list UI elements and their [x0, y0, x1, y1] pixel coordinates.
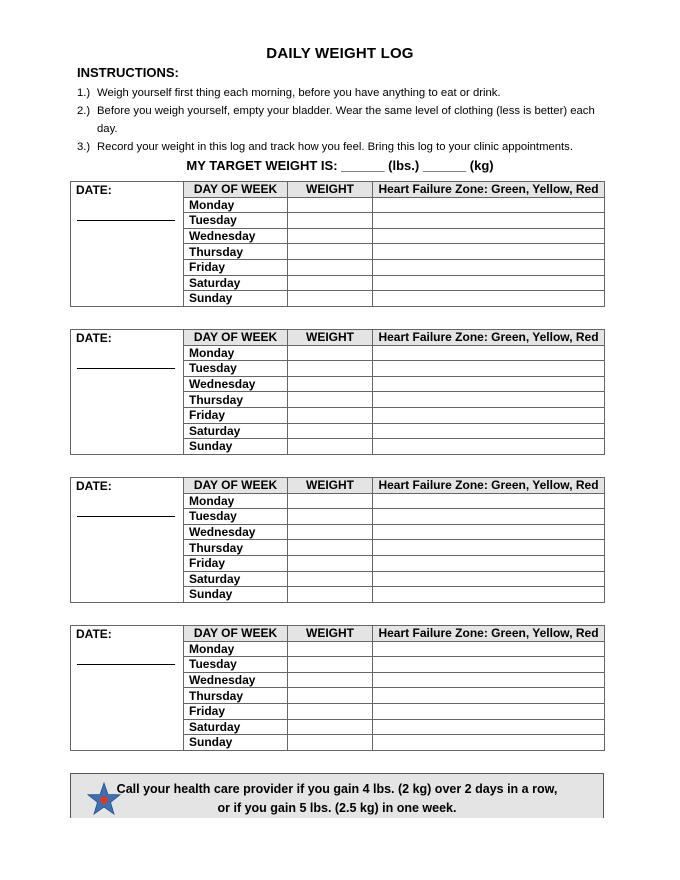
day-name: Thursday: [184, 244, 288, 260]
weight-entry-cell[interactable]: [288, 407, 373, 423]
day-name: Thursday: [184, 540, 288, 556]
zone-entry-cell[interactable]: [373, 657, 605, 673]
weight-entry-cell[interactable]: [288, 361, 373, 377]
weight-entry-cell[interactable]: [288, 228, 373, 244]
weight-entry-cell[interactable]: [288, 423, 373, 439]
weight-entry-cell[interactable]: [288, 657, 373, 673]
date-cell: [71, 626, 184, 751]
zone-header: Heart Failure Zone: Green, Yellow, Red: [373, 478, 605, 494]
day-name: Friday: [184, 407, 288, 423]
zone-entry-cell[interactable]: [373, 735, 605, 751]
day-of-week-header: DAY OF WEEK: [184, 626, 288, 642]
date-label: DATE:: [76, 479, 112, 493]
weight-entry-cell[interactable]: [288, 376, 373, 392]
day-name: Friday: [184, 555, 288, 571]
table-header-row: [71, 330, 605, 346]
day-of-week-header: DAY OF WEEK: [184, 478, 288, 494]
date-label: DATE:: [76, 183, 112, 197]
instruction-number: 1.): [77, 87, 91, 99]
weight-entry-cell[interactable]: [288, 540, 373, 556]
zone-entry-cell[interactable]: [373, 291, 605, 307]
day-name: Saturday: [184, 275, 288, 291]
date-entry-line[interactable]: [77, 664, 175, 665]
zone-entry-cell[interactable]: [373, 259, 605, 275]
weight-entry-cell[interactable]: [288, 291, 373, 307]
zone-entry-cell[interactable]: [373, 571, 605, 587]
weight-entry-cell[interactable]: [288, 587, 373, 603]
weight-entry-cell[interactable]: [288, 703, 373, 719]
zone-entry-cell[interactable]: [373, 540, 605, 556]
day-name: Tuesday: [184, 657, 288, 673]
zone-entry-cell[interactable]: [373, 213, 605, 229]
instruction-number: 3.): [77, 141, 91, 153]
zone-entry-cell[interactable]: [373, 719, 605, 735]
day-name: Saturday: [184, 423, 288, 439]
day-name: Saturday: [184, 719, 288, 735]
day-name: Sunday: [184, 735, 288, 751]
weight-entry-cell[interactable]: [288, 719, 373, 735]
day-name: Wednesday: [184, 376, 288, 392]
day-name: Wednesday: [184, 228, 288, 244]
instruction-text: Before you weigh yourself, empty your bladder. Wear the same level of clothing (less is better) each day.: [97, 105, 595, 135]
zone-entry-cell[interactable]: [373, 423, 605, 439]
page-title: DAILY WEIGHT LOG: [266, 45, 414, 62]
weight-entry-cell[interactable]: [288, 213, 373, 229]
weight-entry-cell[interactable]: [288, 439, 373, 455]
weight-header: WEIGHT: [288, 626, 373, 642]
instructions-heading: INSTRUCTIONS:: [77, 65, 179, 80]
weight-entry-cell[interactable]: [288, 345, 373, 361]
weekly-log-table: [70, 181, 605, 307]
zone-entry-cell[interactable]: [373, 376, 605, 392]
weight-entry-cell[interactable]: [288, 672, 373, 688]
callout-text: [71, 780, 603, 818]
day-name: Sunday: [184, 439, 288, 455]
weekly-log-table: [70, 477, 605, 603]
day-name: Sunday: [184, 587, 288, 603]
zone-entry-cell[interactable]: [373, 244, 605, 260]
zone-entry-cell[interactable]: [373, 672, 605, 688]
weight-entry-cell[interactable]: [288, 509, 373, 525]
table-header-row: [71, 626, 605, 642]
weekly-log-table: [70, 625, 605, 751]
zone-entry-cell[interactable]: [373, 509, 605, 525]
zone-header: Heart Failure Zone: Green, Yellow, Red: [373, 330, 605, 346]
day-name: Friday: [184, 259, 288, 275]
day-name: Wednesday: [184, 672, 288, 688]
instruction-item: [77, 84, 607, 102]
day-name: Monday: [184, 345, 288, 361]
date-entry-line[interactable]: [77, 516, 175, 517]
zone-entry-cell[interactable]: [373, 587, 605, 603]
zone-header: Heart Failure Zone: Green, Yellow, Red: [373, 182, 605, 198]
callout-line-1: Call your health care provider if you gain 4 lbs. (2 kg) over 2 days in a row,: [116, 782, 558, 796]
day-name: Wednesday: [184, 524, 288, 540]
weight-entry-cell[interactable]: [288, 555, 373, 571]
zone-entry-cell[interactable]: [373, 439, 605, 455]
target-weight-line: MY TARGET WEIGHT IS: ______ (lbs.) ______ (kg): [186, 158, 494, 173]
zone-entry-cell[interactable]: [373, 641, 605, 657]
zone-entry-cell[interactable]: [373, 228, 605, 244]
instruction-text: Weigh yourself first thing each morning, before you have anything to eat or drink.: [97, 87, 501, 99]
zone-entry-cell[interactable]: [373, 275, 605, 291]
weight-entry-cell[interactable]: [288, 244, 373, 260]
day-of-week-header: DAY OF WEEK: [184, 330, 288, 346]
day-name: Monday: [184, 641, 288, 657]
zone-entry-cell[interactable]: [373, 524, 605, 540]
day-name: Tuesday: [184, 213, 288, 229]
day-name: Monday: [184, 493, 288, 509]
day-name: Sunday: [184, 291, 288, 307]
day-name: Saturday: [184, 571, 288, 587]
date-label: DATE:: [76, 331, 112, 345]
date-cell: [71, 478, 184, 603]
instruction-item: [77, 102, 607, 138]
weight-entry-cell[interactable]: [288, 641, 373, 657]
date-cell: [71, 330, 184, 455]
date-cell: [71, 182, 184, 307]
zone-entry-cell[interactable]: [373, 392, 605, 408]
weekly-log-table: [70, 329, 605, 455]
day-name: Tuesday: [184, 509, 288, 525]
zone-entry-cell[interactable]: [373, 688, 605, 704]
zone-entry-cell[interactable]: [373, 345, 605, 361]
day-name: Tuesday: [184, 361, 288, 377]
table-header-row: [71, 478, 605, 494]
zone-entry-cell[interactable]: [373, 703, 605, 719]
day-name: Monday: [184, 197, 288, 213]
date-entry-line[interactable]: [77, 220, 175, 221]
day-name: Thursday: [184, 688, 288, 704]
weight-entry-cell[interactable]: [288, 275, 373, 291]
instructions-list: [77, 84, 607, 156]
day-of-week-header: DAY OF WEEK: [184, 182, 288, 198]
zone-header: Heart Failure Zone: Green, Yellow, Red: [373, 626, 605, 642]
date-entry-line[interactable]: [77, 368, 175, 369]
zone-entry-cell[interactable]: [373, 361, 605, 377]
weight-header: WEIGHT: [288, 182, 373, 198]
weight-entry-cell[interactable]: [288, 571, 373, 587]
day-name: Friday: [184, 703, 288, 719]
weight-entry-cell[interactable]: [288, 524, 373, 540]
weight-entry-cell[interactable]: [288, 735, 373, 751]
table-header-row: [71, 182, 605, 198]
warning-callout: [70, 773, 604, 818]
instruction-item: [77, 138, 607, 156]
weight-entry-cell[interactable]: [288, 197, 373, 213]
date-label: DATE:: [76, 627, 112, 641]
instruction-text: Record your weight in this log and track how you feel. Bring this log to your clinic appointments.: [97, 141, 573, 153]
day-name: Thursday: [184, 392, 288, 408]
weight-entry-cell[interactable]: [288, 392, 373, 408]
weight-header: WEIGHT: [288, 330, 373, 346]
weight-header: WEIGHT: [288, 478, 373, 494]
zone-entry-cell[interactable]: [373, 197, 605, 213]
zone-entry-cell[interactable]: [373, 493, 605, 509]
weight-entry-cell[interactable]: [288, 493, 373, 509]
weight-entry-cell[interactable]: [288, 259, 373, 275]
instruction-number: 2.): [77, 105, 91, 117]
zone-entry-cell[interactable]: [373, 555, 605, 571]
weight-entry-cell[interactable]: [288, 688, 373, 704]
callout-line-2: or if you gain 5 lbs. (2.5 kg) in one week.: [217, 801, 457, 815]
zone-entry-cell[interactable]: [373, 407, 605, 423]
